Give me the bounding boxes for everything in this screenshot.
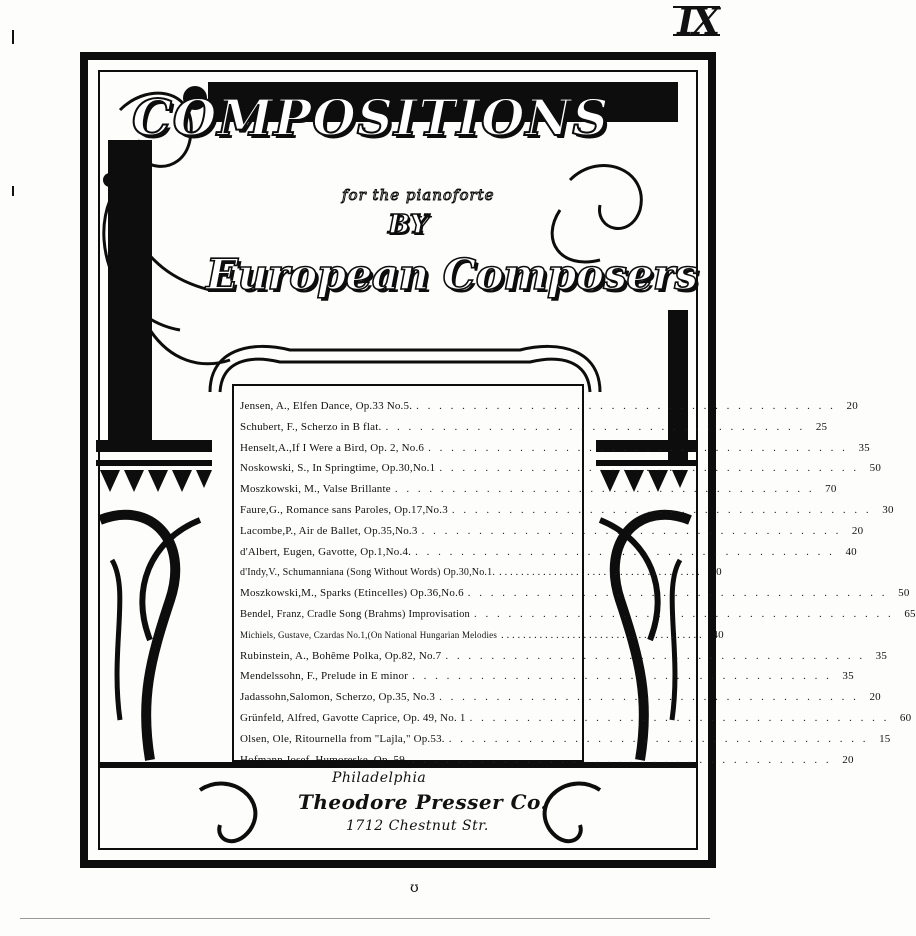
list-item xyxy=(240,649,888,671)
composition-price: 20 xyxy=(851,524,864,537)
composition-title: d'Indy,V., Schumanniana (Song Without Words) Op.30,No.1. xyxy=(240,567,496,579)
composition-title: Faure,G., Romance sans Paroles, Op.17,No.3 xyxy=(240,503,448,516)
composition-title: Jensen, A., Elfen Dance, Op.33 No.5. xyxy=(240,400,413,412)
composition-title: Jadassohn,Salomon, Scherzo, Op.35, No.3 xyxy=(240,691,436,704)
list-item xyxy=(240,524,864,546)
composition-title: Moszkowski,M., Sparks (Etincelles) Op.36,No.6 xyxy=(240,587,464,600)
composition-title: Grünfeld, Alfred, Gavotte Caprice, Op. 49, No. 1 xyxy=(240,711,466,724)
composition-price: 35 xyxy=(842,670,854,683)
composition-price: 20 xyxy=(869,691,881,704)
list-item xyxy=(240,732,891,754)
composition-price: 50 xyxy=(869,462,882,475)
title-for-the-pianoforte: for the pianoforte xyxy=(342,186,495,204)
title-european-composers: European Composers xyxy=(206,250,698,299)
composition-title: Schubert, F., Scherzo in B flat. xyxy=(240,420,382,433)
composition-title: Henselt,A.,If I Were a Bird, Op. 2, No.6 xyxy=(240,441,425,454)
composition-price: 65 xyxy=(904,607,916,620)
composition-title: Bendel, Franz, Cradle Song (Brahms) Improvisation xyxy=(240,608,470,620)
imprint-city: Philadelphia xyxy=(332,770,427,786)
list-item xyxy=(240,545,857,567)
title-compositions: COMPOSITIONS xyxy=(132,88,610,147)
composition-price: 25 xyxy=(815,420,828,433)
composition-title: Michiels, Gustave, Czardas No.1,(On National Hungarian Melodies xyxy=(240,629,498,640)
composition-price: 40 xyxy=(712,628,724,641)
list-item xyxy=(240,420,828,442)
composition-title: d'Albert, Eugen, Gavotte, Op.1,No.4. xyxy=(240,545,412,558)
composition-price: 50 xyxy=(898,587,910,600)
composition-price: 20 xyxy=(846,400,858,412)
dot-leader xyxy=(501,629,702,641)
dot-leader xyxy=(470,712,890,724)
composition-title: Hofmann,Josef, Humoreske, Op. 59. xyxy=(240,753,408,766)
dot-leader xyxy=(439,691,859,703)
list-item xyxy=(240,691,881,712)
dot-leader xyxy=(428,442,848,454)
dot-leader xyxy=(474,608,894,620)
dot-leader xyxy=(499,566,700,578)
composition-price: 60 xyxy=(899,711,912,724)
dot-leader xyxy=(395,483,815,495)
list-item xyxy=(240,607,916,629)
composition-price: 70 xyxy=(825,483,837,496)
composition-title: Olsen, Ole, Ritournella from "Lajla," Op.53. xyxy=(240,732,445,745)
composition-title: Noskowski, S., In Springtime, Op.30,No.1 xyxy=(240,462,436,475)
dot-leader xyxy=(415,546,835,558)
composition-title: Lacombe,P., Air de Ballet, Op.35,No.3 xyxy=(240,524,418,537)
compositions-list xyxy=(240,400,916,774)
handwritten-corner-mark: IX xyxy=(677,1,718,43)
composition-price: 20 xyxy=(710,566,722,579)
composition-title: Rubinstein, A., Bohême Polka, Op.82, No.7 xyxy=(240,649,442,662)
composition-price: 15 xyxy=(879,732,891,745)
list-item xyxy=(240,441,870,463)
list-item xyxy=(240,483,837,504)
dot-leader xyxy=(445,650,865,662)
composition-price: 20 xyxy=(842,753,854,766)
composition-title: Moszkowski, M., Valse Brillante xyxy=(240,483,391,496)
foot-mark: ʊ xyxy=(410,880,419,896)
composition-price: 40 xyxy=(845,545,857,558)
dot-leader xyxy=(412,754,832,766)
list-item xyxy=(240,670,854,691)
dot-leader xyxy=(422,525,842,537)
dot-leader xyxy=(412,670,832,682)
title-by: BY xyxy=(388,210,429,240)
dot-leader xyxy=(452,504,872,516)
composition-price: 30 xyxy=(882,503,894,516)
list-item xyxy=(240,400,858,421)
dot-leader xyxy=(416,400,836,412)
imprint-address: 1712 Chestnut Str. xyxy=(346,818,489,834)
dot-leader xyxy=(439,462,859,474)
imprint-publisher: Theodore Presser Co. xyxy=(298,790,548,814)
list-item xyxy=(240,566,722,587)
compositions-list-panel xyxy=(232,384,916,766)
list-item xyxy=(240,628,724,650)
dot-leader xyxy=(468,587,888,599)
list-item xyxy=(240,462,882,483)
list-item xyxy=(240,587,910,608)
list-item xyxy=(240,711,912,733)
list-item xyxy=(240,503,894,525)
composition-title: Mendelssohn, F., Prelude in E minor xyxy=(240,670,409,683)
dot-leader xyxy=(449,733,869,745)
composition-price: 35 xyxy=(858,441,870,454)
composition-price: 35 xyxy=(875,649,888,662)
dot-leader xyxy=(385,421,805,433)
